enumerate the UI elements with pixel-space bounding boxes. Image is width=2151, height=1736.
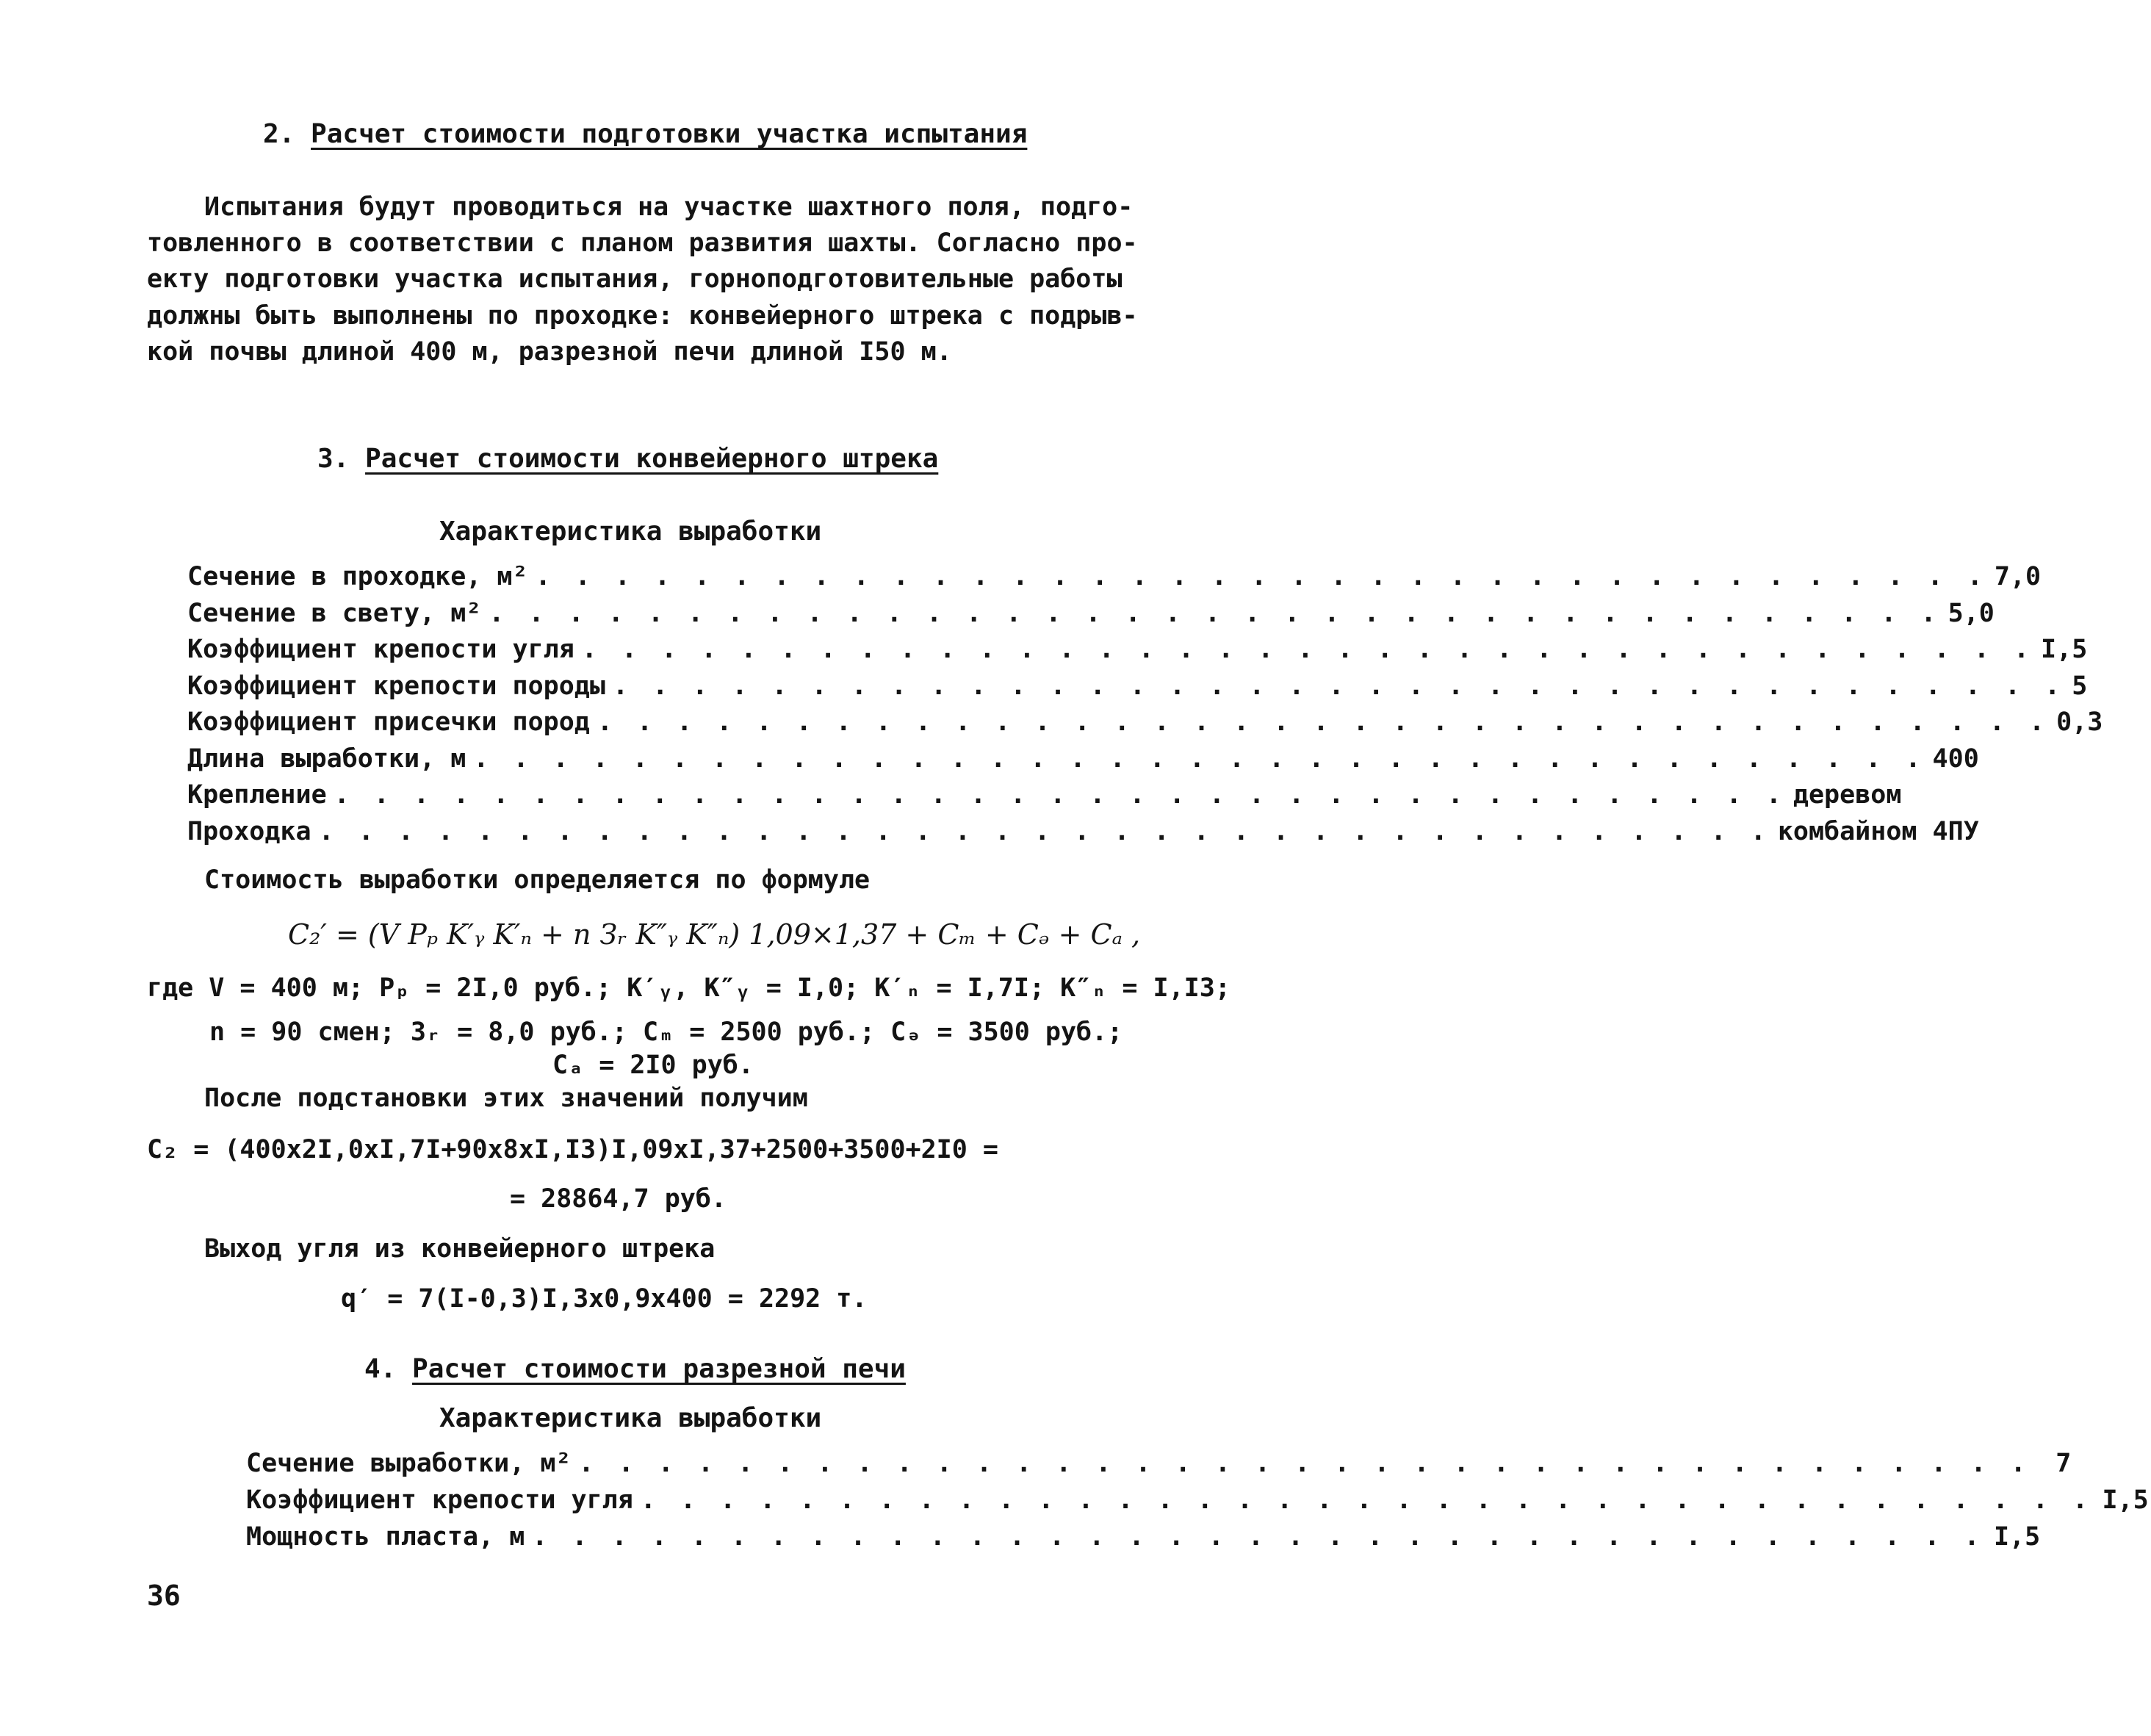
row-label: Коэффициент крепости угля bbox=[246, 1485, 633, 1515]
section-4-subtitle: Характеристика выработки bbox=[439, 1403, 822, 1433]
characteristic-row bbox=[187, 599, 1995, 628]
leader-dots: . . . . . . . . . . . . . . . . . . . . . . . . . . . . . . . . . . . . . bbox=[578, 1449, 2031, 1478]
section-2-title: Расчет стоимости подготовки участка испытания bbox=[311, 119, 1028, 149]
row-label: Коэффициент крепости угля bbox=[187, 635, 574, 664]
row-value: 5,0 bbox=[1948, 599, 1995, 628]
row-label: Крепление bbox=[187, 780, 327, 810]
formula-intro: Стоимость выработки определяется по формуле bbox=[204, 865, 871, 895]
row-value: I,5 bbox=[1993, 1522, 2041, 1552]
section-4-title: Расчет стоимости разрезной печи bbox=[412, 1354, 906, 1384]
paragraph-line: товленного в соответствии с планом развития шахты. Согласно про- bbox=[147, 228, 1138, 258]
row-label: Сечение в проходке, м² bbox=[187, 562, 528, 591]
row-value: 0,3 bbox=[2056, 707, 2103, 737]
leader-dots: . . . . . . . . . . . . . . . . . . . . . . . . . . . . . . . . . . . . . bbox=[473, 744, 1925, 774]
where-line-2: n = 90 смен; Зᵣ = 8,0 руб.; Cₘ = 2500 руб.; Cₔ = 3500 руб.; bbox=[209, 1018, 1123, 1047]
characteristic-row bbox=[187, 671, 2088, 701]
row-label: Сечение выработки, м² bbox=[246, 1449, 572, 1478]
leader-dots: . . . . . . . . . . . . . . . . . . . . . . . . . . . . . . . . . . . . . bbox=[612, 671, 2065, 701]
leader-dots: . . . . . . . . . . . . . . . . . . . . . . . . . . . . . . . . . . . . . bbox=[532, 1522, 1984, 1552]
leader-dots: . . . . . . . . . . . . . . . . . . . . . . . . . . . . . . . . . . . . . bbox=[334, 780, 1786, 810]
row-label: Длина выработки, м bbox=[187, 744, 466, 774]
leader-dots: . . . . . . . . . . . . . . . . . . . . . . . . . . . . . . . . . . . . . bbox=[581, 635, 2034, 664]
row-value: 5 bbox=[2072, 671, 2088, 701]
row-label: Сечение в свету, м² bbox=[187, 599, 482, 628]
row-value: 7 bbox=[2055, 1449, 2072, 1478]
where-line-1: где V = 400 м; Pₚ = 2I,0 руб.; K′ᵧ, K″ᵧ = I,0; K′ₙ = I,7I; K″ₙ = I,I3; bbox=[147, 973, 1231, 1003]
characteristic-row bbox=[246, 1485, 2149, 1515]
characteristic-row bbox=[187, 744, 1979, 774]
characteristic-row bbox=[187, 562, 2042, 591]
page-number: 36 bbox=[147, 1580, 181, 1612]
section-4-number: 4. bbox=[364, 1354, 397, 1384]
substitution-intro: После подстановки этих значений получим bbox=[204, 1084, 808, 1113]
leader-dots: . . . . . . . . . . . . . . . . . . . . . . . . . . . . . . . . . . . . . bbox=[640, 1485, 2093, 1515]
characteristic-row bbox=[246, 1449, 2072, 1478]
calculation-line-1: C₂ = (400x2I,0xI,7I+90x8xI,I3)I,09xI,37+2500+3500+2I0 = bbox=[147, 1135, 998, 1164]
output-intro: Выход угля из конвейерного штрека bbox=[204, 1234, 716, 1264]
section-4-heading bbox=[364, 1354, 906, 1384]
row-label: Коэффициент присечки пород bbox=[187, 707, 590, 737]
leader-dots: . . . . . . . . . . . . . . . . . . . . . . . . . . . . . . . . . . . . . bbox=[318, 817, 1770, 846]
section-3-heading bbox=[317, 444, 938, 474]
row-value: 7,0 bbox=[1994, 562, 2042, 591]
paragraph-line: кой почвы длиной 400 м, разрезной печи длиной I50 м. bbox=[147, 337, 952, 367]
row-label: Мощность пласта, м bbox=[246, 1522, 525, 1552]
characteristic-row bbox=[246, 1522, 2041, 1552]
leader-dots: . . . . . . . . . . . . . . . . . . . . . . . . . . . . . . . . . . . . . bbox=[489, 599, 1941, 628]
section-3-title: Расчет стоимости конвейерного штрека bbox=[365, 444, 939, 474]
section-2-heading bbox=[263, 119, 1027, 149]
characteristic-row bbox=[187, 817, 1979, 846]
row-value: деревом bbox=[1792, 780, 1902, 810]
row-label: Коэффициент крепости породы bbox=[187, 671, 605, 701]
leader-dots: . . . . . . . . . . . . . . . . . . . . . . . . . . . . . . . . . . . . . bbox=[597, 707, 2050, 737]
characteristic-row bbox=[187, 707, 2103, 737]
row-value: I,5 bbox=[2041, 635, 2088, 664]
output-formula: q′ = 7(I-0,3)I,3x0,9x400 = 2292 т. bbox=[341, 1284, 868, 1314]
where-line-3: Cₐ = 2I0 руб. bbox=[552, 1051, 754, 1080]
calculation-result: = 28864,7 руб. bbox=[510, 1184, 727, 1214]
paragraph-line: екту подготовки участка испытания, горноподготовительные работы bbox=[147, 264, 1123, 294]
leader-dots: . . . . . . . . . . . . . . . . . . . . . . . . . . . . . . . . . . . . . bbox=[535, 562, 1987, 591]
characteristic-row bbox=[187, 635, 2088, 664]
row-value: I,5 bbox=[2102, 1485, 2149, 1515]
row-value: комбайном 4ПУ bbox=[1777, 817, 1979, 846]
section-2-number: 2. bbox=[263, 119, 295, 149]
section-3-subtitle: Характеристика выработки bbox=[439, 516, 822, 547]
row-value: 400 bbox=[1932, 744, 1979, 774]
paragraph-line: должны быть выполнены по проходке: конвейерного штрека с подрыв- bbox=[147, 301, 1138, 331]
characteristic-row bbox=[187, 780, 1902, 810]
section-3-number: 3. bbox=[317, 444, 350, 474]
row-label: Проходка bbox=[187, 817, 311, 846]
paragraph-line: Испытания будут проводиться на участке шахтного поля, подго- bbox=[204, 192, 1134, 222]
cost-formula: C₂′ = (V Pₚ K′ᵧ K′ₙ + n Зᵣ K″ᵧ K″ₙ) 1,09×1,37 + Cₘ + Cₔ + Cₐ , bbox=[288, 918, 1141, 951]
